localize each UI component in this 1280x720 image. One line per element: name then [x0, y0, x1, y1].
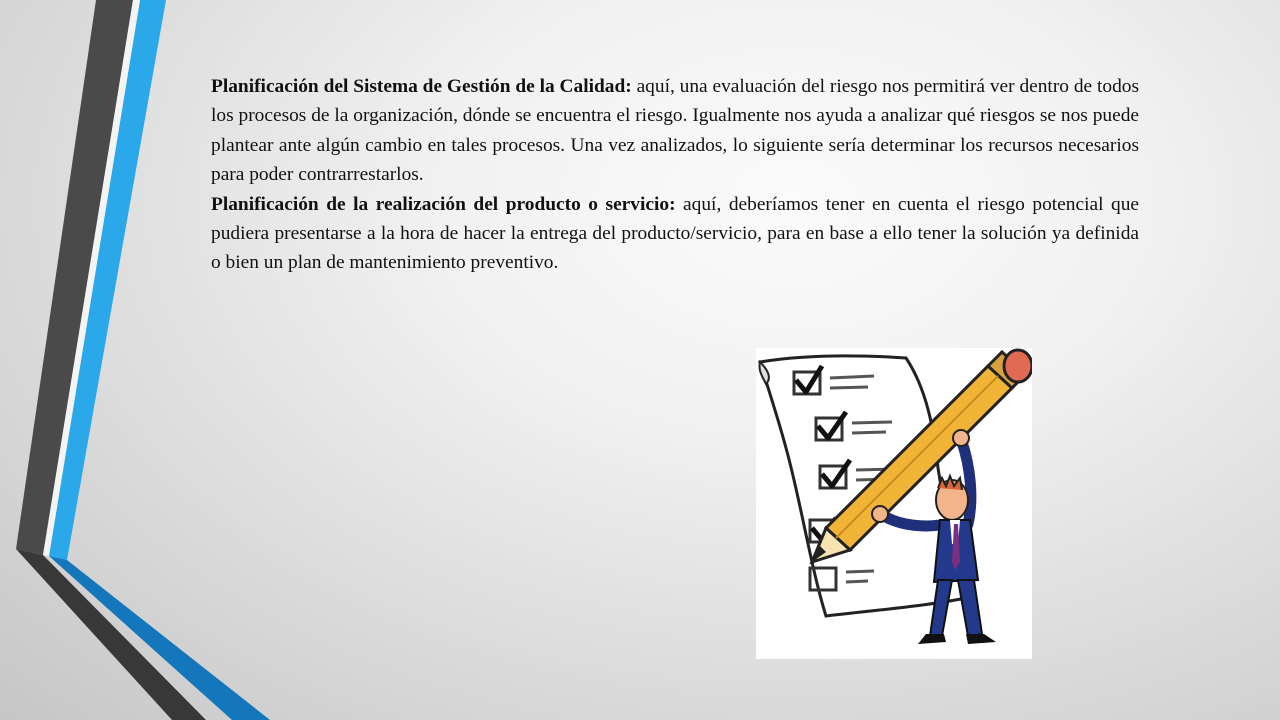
pencil-eraser: [1004, 350, 1032, 382]
man-hair: [938, 476, 962, 490]
paragraph-1: [211, 72, 1139, 190]
paragraph-1-text: aquí, una evaluación del riesgo nos permitirá ver dentro de todos los procesos de la organización, dónde se encuentra el riesgo. Igualmente nos ayuda a analizar qué riesgos se nos puede plantear ante algún cambio en tales procesos. Una vez analizados, lo siguiente sería determinar los recursos necesarios para poder contrarrestarlos.: [211, 76, 1140, 186]
dark-stripe-lower: [16, 549, 206, 720]
paragraph-2-heading: Planificación de la realización del producto o servicio:: [211, 193, 676, 215]
man-hand-right: [953, 430, 969, 446]
man-shoe-right: [966, 634, 996, 644]
paragraph-2-text: aquí, deberíamos tener en cuenta el riesgo potencial que pudiera presentarse a la hora de hacer la entrega del producto/servicio, para en base a ello tener la solución ya definida o bien un plan de mantenimiento preventivo.: [211, 193, 1139, 274]
checklist-pencil-man-icon: [756, 348, 1032, 659]
man-shoe-left: [918, 634, 946, 644]
man-leg-right: [958, 580, 982, 636]
man-hand-left: [872, 506, 888, 522]
paragraph-1-heading: Planificación del Sistema de Gestión de la Calidad:: [211, 76, 632, 97]
paragraph-2: [211, 190, 1139, 278]
body-text: [211, 72, 1139, 278]
